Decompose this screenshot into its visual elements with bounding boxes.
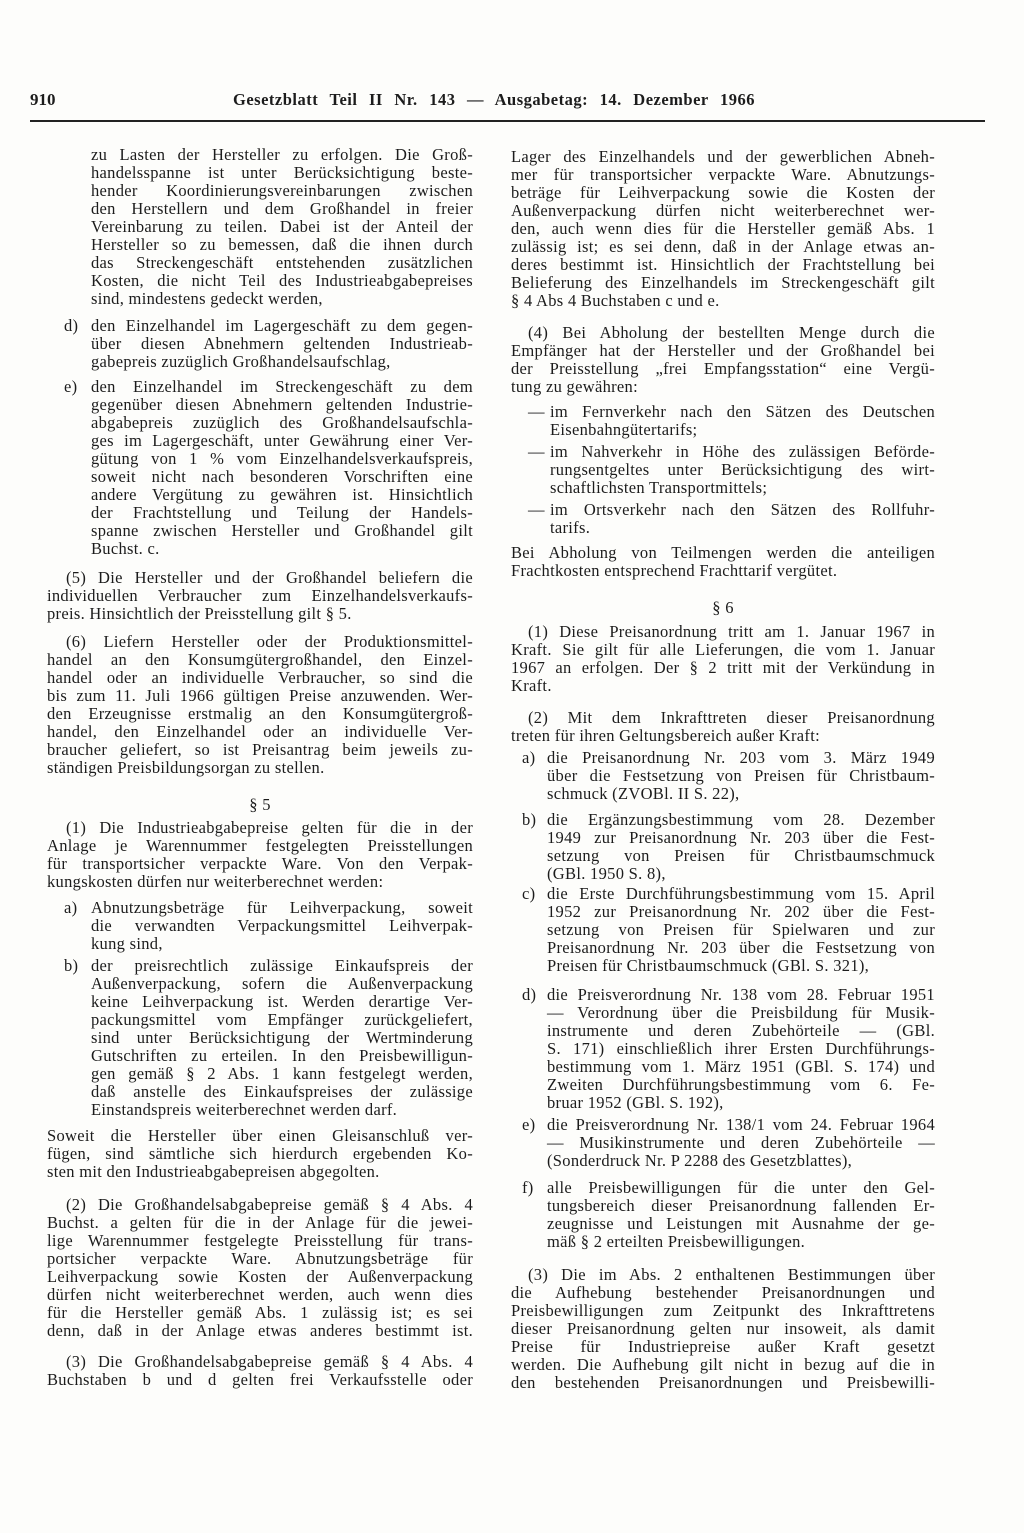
text-line: zeugnisse und Leistungen mit Ausnahme der ge- bbox=[547, 1214, 935, 1233]
text-line: Preisanordnung Nr. 203 über die Festsetzung von bbox=[547, 938, 935, 957]
text-line: rungsentgeltes unter Berücksichtigung des wirt- bbox=[550, 460, 935, 479]
text-line: Außenverpackung dürfen nicht weiterberechnet wer- bbox=[511, 201, 935, 220]
text-line: sten mit den Industrieabgabepreisen abgegolten. bbox=[47, 1162, 380, 1181]
item-label: a) bbox=[64, 898, 78, 917]
text-line: setzung von Preisen für Spielwaren und zur bbox=[547, 920, 935, 939]
text-line: Empfänger hat der Hersteller und der Großhandel bei bbox=[511, 341, 935, 360]
text-line: handel, den Einzelhandel oder an individuelle Ver- bbox=[47, 722, 473, 741]
item-label: e) bbox=[522, 1115, 536, 1134]
text-line: die Ergänzungsbestimmung vom 28. Dezember bbox=[547, 810, 935, 829]
text-line: kung sind, bbox=[91, 934, 163, 953]
text-line: dürfen nicht weiterberechnet werden, auch wenn dies bbox=[47, 1285, 473, 1304]
text-line: für die Hersteller gemäß Abs. 1 zulässig ist; es sei bbox=[47, 1303, 473, 1322]
text-line: die Aufhebung bestehender Preisanordnungen und bbox=[511, 1283, 935, 1302]
text-line: Eisenbahngütertarifs; bbox=[550, 420, 698, 439]
list-item bbox=[522, 1178, 935, 1251]
item-label: c) bbox=[522, 884, 536, 903]
text-line: 1952 zur Preisanordnung Nr. 202 über die Fest- bbox=[547, 902, 935, 921]
text-line: (1) Diese Preisanordnung tritt am 1. Januar 1967 in bbox=[528, 622, 935, 641]
text-line: Buchst. c. bbox=[91, 539, 160, 558]
text-line: beträge für Leihverpackung sowie die Kosten der bbox=[511, 183, 935, 202]
item-label: d) bbox=[522, 985, 537, 1004]
item-label: b) bbox=[522, 810, 537, 829]
text-line: § 4 Abs 4 Buchstaben c und e. bbox=[511, 291, 720, 310]
list-item bbox=[522, 1115, 935, 1170]
text-line: spanne zwischen Hersteller und Großhandel gilt bbox=[91, 521, 473, 540]
list-item bbox=[522, 985, 935, 1112]
list-item bbox=[522, 748, 935, 803]
text-line: dieser Preisanordnung gelten nur insoweit, als damit bbox=[511, 1319, 935, 1338]
text-line: Kraft. bbox=[511, 676, 552, 695]
text-line: bestimmung vom 1. März 1951 (GBl. S. 174) und bbox=[547, 1057, 935, 1076]
text-line: sind unter Berücksichtigung der Wertminderung bbox=[91, 1028, 473, 1047]
paragraph bbox=[511, 544, 935, 580]
text-line: Lager des Einzelhandels und der gewerblichen Abneh- bbox=[511, 147, 935, 166]
text-line: instrumente und deren Zubehörteile — (GBl. bbox=[547, 1021, 935, 1040]
text-line: den Erzeugnisse erstmalig an den Konsumgütergroß- bbox=[47, 704, 473, 723]
text-line: Außenverpackung, sofern die Außenverpackung bbox=[91, 974, 473, 993]
text-line: gegenüber diesen Abnehmern geltenden Industrie- bbox=[91, 395, 473, 414]
text-line: Vereinbarung zu teilen. Dabei ist der Anteil der bbox=[91, 217, 473, 236]
text-line: handelsspanne ist unter Berücksichtigung beste- bbox=[91, 163, 473, 182]
text-line: keine Leihverpackung ist. Werden derartige Ver- bbox=[91, 992, 473, 1011]
text-line: Buchst. a gelten für die in der Anlage für die jewei- bbox=[47, 1213, 473, 1232]
text-line: (5) Die Hersteller und der Großhandel beliefern die bbox=[66, 568, 473, 587]
text-line: der preisrechtlich zulässige Einkaufspreis der bbox=[91, 956, 473, 975]
text-line: Abnutzungsbeträge für Leihverpackung, soweit bbox=[91, 898, 473, 917]
paragraph bbox=[511, 1266, 935, 1392]
text-line: die verwandten Verpackungsmittel Leihverpak- bbox=[91, 916, 473, 935]
text-line: Preisen für Christbaumschmuck (GBl. S. 321), bbox=[547, 956, 870, 975]
text-line: den Einzelhandel im Lagergeschäft zu dem gegen- bbox=[91, 316, 473, 335]
paragraph bbox=[511, 623, 935, 695]
dash-marker: — bbox=[528, 500, 545, 519]
text-line: den Herstellern und dem Großhandel in freier bbox=[91, 199, 473, 218]
text-line: S. 171) einschließlich ihrer Ersten Durchführungs- bbox=[547, 1039, 935, 1058]
text-line: 1949 zur Preisanordnung Nr. 203 über die Fest- bbox=[547, 828, 935, 847]
text-line: tung zu gewähren: bbox=[511, 377, 638, 396]
text-line: 1967 an erfolgen. Der § 2 tritt mit der Verkündung in bbox=[511, 658, 935, 677]
text-line: soweit nicht nach besonderen Vorschriften eine bbox=[91, 467, 473, 486]
text-line: lige Warennummer festgelegte Preisstellung für trans- bbox=[47, 1231, 473, 1250]
text-line: andere Vergütung zu gewähren ist. Hinsichtlich bbox=[91, 485, 473, 504]
list-item bbox=[522, 810, 935, 883]
running-header-title: Gesetzblatt Teil II Nr. 143 — Ausgabetag: 14. Dezember 1966 bbox=[233, 90, 755, 109]
text-line: denn, daß in der Anlage etwas anderes bestimmt ist. bbox=[47, 1321, 473, 1340]
text-line: (GBl. 1950 S. 8), bbox=[547, 864, 666, 883]
text-line: schmuck (ZVOBl. II S. 22), bbox=[547, 784, 740, 803]
text-line: (1) Die Industrieabgabepreise gelten für die in der bbox=[66, 818, 473, 837]
list-item bbox=[522, 884, 935, 975]
list-item bbox=[528, 500, 935, 537]
text-line: Hersteller so zu bemessen, daß die ihnen durch bbox=[91, 235, 473, 254]
text-line: schaftlichsten Transportmittels; bbox=[550, 478, 768, 497]
text-line: kungskosten dürfen nur weiterberechnet werden: bbox=[47, 872, 384, 891]
text-line: (3) Die im Abs. 2 enthaltenen Bestimmungen über bbox=[528, 1265, 935, 1284]
text-line: preis. Hinsichtlich der Preisstellung gilt § 5. bbox=[47, 604, 352, 623]
text-line: sind, mindestens gedeckt werden, bbox=[91, 289, 323, 308]
text-line: Soweit die Hersteller über einen Gleisanschluß ver- bbox=[47, 1126, 473, 1145]
text-line: der Preisstellung „frei Empfangsstation“ eine Vergü- bbox=[511, 359, 935, 378]
list-item bbox=[528, 402, 935, 439]
text-line: Frachtkosten entsprechend Frachttarif vergütet. bbox=[511, 561, 838, 580]
text-line: gütung von 1 % vom Einzelhandelsverkaufspreis, bbox=[91, 449, 473, 468]
text-line: — Musikinstrumente und deren Zubehörteile — bbox=[547, 1133, 935, 1152]
list-item bbox=[528, 442, 935, 497]
text-line: im Ortsverkehr nach den Sätzen des Rollfuhr- bbox=[550, 500, 935, 519]
text-line: Bei Abholung von Teilmengen werden die anteiligen bbox=[511, 543, 935, 562]
text-line: für transportsicher verpackte Ware. Von den Verpak- bbox=[47, 854, 473, 873]
text-line: mäß § 2 erteilten Preisbewilligungen. bbox=[547, 1232, 806, 1251]
text-line: (Sonderdruck Nr. P 2288 des Gesetzblattes), bbox=[547, 1151, 853, 1170]
paragraph bbox=[511, 709, 935, 745]
text-line: deres bestimmt ist. Hinsichtlich der Frachtstellung bei bbox=[511, 255, 935, 274]
text-line: setzung von Preisen für Christbaumschmuck bbox=[547, 846, 935, 865]
text-line: den, auch wenn dies für die Hersteller gemäß Abs. 1 bbox=[511, 219, 935, 238]
text-line: alle Preisbewilligungen für die unter den Gel- bbox=[547, 1178, 935, 1197]
text-line: Zweiten Durchführungsbestimmung vom 6. Fe- bbox=[547, 1075, 935, 1094]
text-line: zulässig ist; es sei denn, daß in der Anlage etwas an- bbox=[511, 237, 935, 256]
text-line: handel an den Konsumgütergroßhandel, den Einzel- bbox=[47, 650, 473, 669]
text-line: im Fernverkehr nach den Sätzen des Deutschen bbox=[550, 402, 935, 421]
text-line: bis zum 11. Juli 1966 gültigen Preise anzuwenden. Wer- bbox=[47, 686, 473, 705]
text-line: den Einzelhandel im Streckengeschäft zu dem bbox=[91, 377, 473, 396]
text-line: portsicher verpackte Ware. Abnutzungsbeträge für bbox=[47, 1249, 473, 1268]
item-label: b) bbox=[64, 956, 79, 975]
text-line: über diesen Abnehmern geltenden Industrieab- bbox=[91, 334, 473, 353]
text-line: die Preisverordnung Nr. 138/1 vom 24. Februar 1964 bbox=[547, 1115, 935, 1134]
paragraph bbox=[511, 148, 935, 310]
item-label: d) bbox=[64, 316, 79, 335]
text-line: Buchstaben b und d gelten frei Verkaufsstelle oder bbox=[47, 1370, 473, 1389]
text-line: packungsmittel vom Empfänger zurückgeliefert, bbox=[91, 1010, 473, 1029]
text-line: Kraft. Sie gilt für alle Lieferungen, die vom 1. Januar bbox=[511, 640, 935, 659]
text-line: fügen, sind sämtliche sich hierdurch ergebenden Ko- bbox=[47, 1144, 473, 1163]
text-line: (6) Liefern Hersteller oder der Produktionsmittel- bbox=[66, 632, 473, 651]
text-line: zu Lasten der Hersteller zu erfolgen. Die Groß- bbox=[91, 145, 473, 164]
text-line: Einstandspreis weiterberechnet werden darf. bbox=[91, 1100, 398, 1119]
section-heading: § 6 bbox=[712, 598, 734, 617]
text-line: tungsbereich dieser Preisanordnung fallenden Er- bbox=[547, 1196, 935, 1215]
text-line: Leihverpackung sowie Kosten der Außenverpackung bbox=[47, 1267, 473, 1286]
text-line: tarifs. bbox=[550, 518, 591, 537]
text-line: der Frachtstellung und Teilung der Handels- bbox=[91, 503, 473, 522]
dash-marker: — bbox=[528, 402, 545, 421]
page-number: 910 bbox=[30, 90, 56, 109]
text-line: braucher geliefert, so ist Preisantrag beim jeweils zu- bbox=[47, 740, 473, 759]
text-line: (3) Die Großhandelsabgabepreise gemäß § 4 Abs. 4 bbox=[66, 1352, 473, 1371]
text-line: die Preisverordnung Nr. 138 vom 28. Februar 1951 bbox=[547, 985, 935, 1004]
item-label: a) bbox=[522, 748, 536, 767]
text-line: (2) Mit dem Inkrafttreten dieser Preisanordnung bbox=[528, 708, 935, 727]
text-line: die Erste Durchführungsbestimmung vom 15. April bbox=[547, 884, 935, 903]
text-line: handel oder an individuelle Verbraucher, so sind die bbox=[47, 668, 473, 687]
item-label: f) bbox=[522, 1178, 534, 1197]
text-line: (4) Bei Abholung der bestellten Menge durch die bbox=[528, 323, 935, 342]
text-line: mer für transportsicher verpackte Ware. Abnutzungs- bbox=[511, 165, 935, 184]
section-heading: § 5 bbox=[249, 795, 271, 814]
text-line: werden. Die Aufhebung gilt nicht in bezug auf die in bbox=[511, 1355, 935, 1374]
dash-marker: — bbox=[528, 442, 545, 461]
text-line: Preisbewilligungen zum Zeitpunkt des Inkrafttretens bbox=[511, 1301, 935, 1320]
text-line: die Preisanordnung Nr. 203 vom 3. März 1949 bbox=[547, 748, 935, 767]
text-line: Anlage je Warennummer festgelegten Preisstellungen bbox=[47, 836, 473, 855]
text-line: Gutschriften zu erteilen. In den Preisbewilligun- bbox=[91, 1046, 473, 1065]
text-line: ständigen Preisbildungsorgan zu stellen. bbox=[47, 758, 325, 777]
text-line: den bestehenden Preisanordnungen und Preisbewilli- bbox=[511, 1373, 935, 1392]
text-line: im Nahverkehr in Höhe des zulässigen Beförde- bbox=[550, 442, 935, 461]
text-line: gabepreis zuzüglich Großhandelsaufschlag, bbox=[91, 352, 391, 371]
text-line: (2) Die Großhandelsabgabepreise gemäß § 4 Abs. 4 bbox=[66, 1195, 473, 1214]
text-line: über die Festsetzung von Preisen für Christbaum- bbox=[547, 766, 935, 785]
text-line: individuellen Verbraucher zum Einzelhandelsverkaufs- bbox=[47, 586, 473, 605]
text-line: abgabepreis zuzüglich des Großhandelsaufschla- bbox=[91, 413, 473, 432]
text-line: das Streckengeschäft entstehenden zusätzlichen bbox=[91, 253, 473, 272]
text-line: Belieferung des Einzelhandels im Streckengeschäft gilt bbox=[511, 273, 935, 292]
text-line: bruar 1952 (GBl. S. 192), bbox=[547, 1093, 724, 1112]
text-line: — Verordnung über die Preisbildung für Musik- bbox=[547, 1003, 935, 1022]
text-line: ges im Lagergeschäft, unter Gewährung einer Ver- bbox=[91, 431, 473, 450]
text-line: Preise für Industriepreise außer Kraft gesetzt bbox=[511, 1337, 935, 1356]
text-line: hender Koordinierungsvereinbarungen zwischen bbox=[91, 181, 473, 200]
text-line: gen gemäß § 2 Abs. 1 kann festgelegt werden, bbox=[91, 1064, 473, 1083]
item-label: e) bbox=[64, 377, 78, 396]
text-line: daß anstelle des Einkaufspreises der zulässige bbox=[91, 1082, 473, 1101]
text-line: Kosten, die nicht Teil des Industrieabgabepreises bbox=[91, 271, 473, 290]
paragraph bbox=[511, 324, 935, 396]
text-line: treten für ihren Geltungsbereich außer Kraft: bbox=[511, 726, 820, 745]
